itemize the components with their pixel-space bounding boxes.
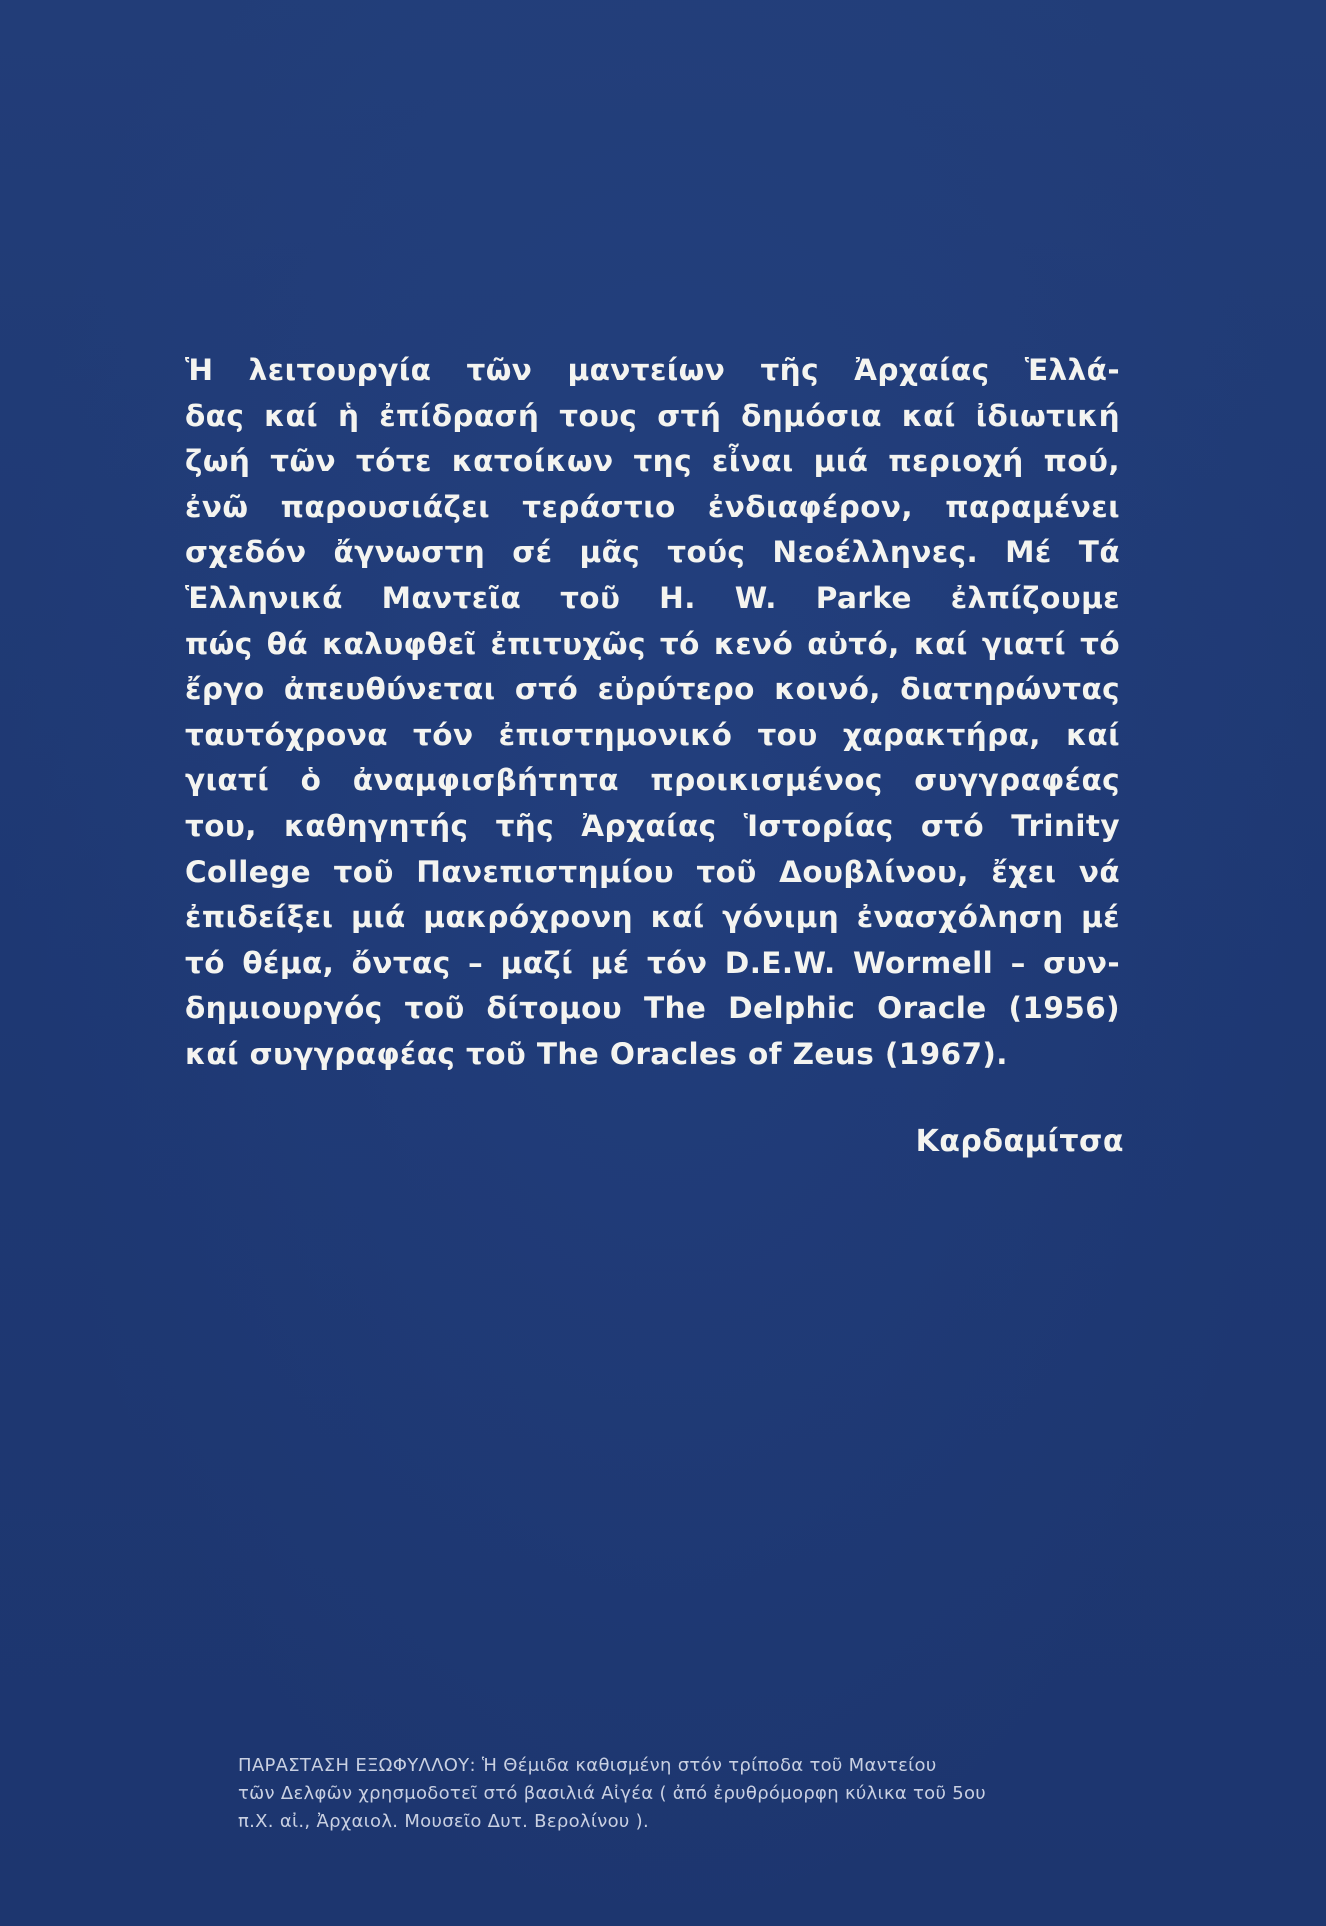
blurb-line: του, καθηγητής τῆς Ἀρχαίας Ἱστορίας στό Trinity [185,808,1120,843]
cover-illustration-caption [238,1752,1100,1836]
blurb-line: ἐνῶ παρουσιάζει τεράστιο ἐνδιαφέρον, παραμένει [185,489,1120,524]
publisher-name: Καρδαμίτσα [915,1124,1124,1159]
blurb-line: ἐπιδείξει μιά μακρόχρονη καί γόνιμη ἐνασχόληση μέ [185,900,1120,935]
blurb-line: πώς θά καλυφθεῖ ἐπιτυχῶς τό κενό αὐτό, καί γιατί τό [185,626,1120,661]
blurb-line: δας καί ἡ ἐπίδρασή τους στή δημόσια καί ἰδιωτική [185,398,1120,433]
caption-line: τῶν Δελφῶν χρησμοδοτεῖ στό βασιλιά Αἰγέα ( ἀπό ἐρυθρόμορφη κύλικα τοῦ 5ου [238,1783,986,1804]
blurb-line: ἔργο ἀπευθύνεται στό εὐρύτερο κοινό, διατηρώντας [185,672,1120,707]
caption-line: ΠΑΡΑΣΤΑΣΗ ΕΞΩΦΥΛΛΟΥ: Ἡ Θέμιδα καθισμένη στόν τρίποδα τοῦ Μαντείου [238,1755,937,1776]
blurb-line: College τοῦ Πανεπιστημίου τοῦ Δουβλίνου, ἔχει νά [185,854,1120,889]
blurb-line: τό θέμα, ὄντας – μαζί μέ τόν D.E.W. Wormell – συν- [185,945,1120,980]
blurb-line: Ἡ λειτουργία τῶν μαντείων τῆς Ἀρχαίας Ἑλλά- [185,353,1120,387]
blurb-line: δημιουργός τοῦ δίτομου The Delphic Oracle (1956) [185,991,1120,1026]
blurb-line: σχεδόν ἄγνωστη σέ μᾶς τούς Νεοέλληνες. Μέ Τά [185,535,1120,570]
blurb-line: ταυτόχρονα τόν ἐπιστημονικό του χαρακτήρα, καί [185,717,1120,752]
blurb-line: γιατί ὁ ἀναμφισβήτητα προικισμένος συγγραφέας [185,763,1120,798]
blurb-line: καί συγγραφέας τοῦ The Oracles of Zeus (1967). [185,1036,1008,1071]
blurb-line: Ἑλληνικά Μαντεῖα τοῦ H. W. Parke ἐλπίζουμε [185,580,1120,615]
blurb-line: ζωή τῶν τότε κατοίκων της εἶναι μιά περιοχή πού, [185,444,1120,479]
caption-line: π.Χ. αἰ., Ἀρχαιολ. Μουσεῖο Δυτ. Βερολίνου ). [238,1811,649,1832]
blurb-text [185,348,1120,1078]
